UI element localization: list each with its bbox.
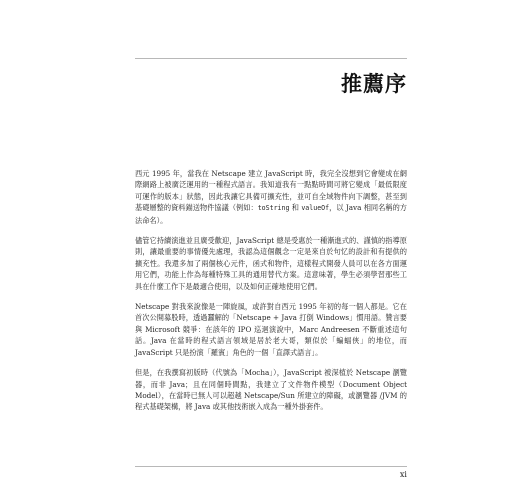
- paragraph-1-text-c: ，以 Java 相同名稱的方法命名）。: [135, 203, 407, 225]
- paragraph-3: Netscape 對我來說像是一陣旋風，或許對自西元 1995 年初的每一個人都是。它在首次公開募股時，透過蠶解的「Netscape + Java 打倒 Windows」慣用語。贊言要與 Microsoft 競爭：在該年的 IPO 巡迴演說中，Marc Andreesen 不斷重述這句話。Java 在當時的程式語言領域是居於老大哥，類似於「蝙蝠俠」的地位，而 JavaScript 只是扮演「羅賓」角色的一個「直譯式語言」。: [135, 302, 407, 357]
- code-valueof: valueOf: [301, 204, 330, 213]
- paragraph-4: 但是，在我撰寫初版時（代號為「Mocha」），JavaScript 被深植於 Netscape 瀏覽器，而非 Java；且在同個時間點，我建立了文件物件模型（Document Object Model），在當時已無人可以超越 Netscape/Sun 所建立的障礙，或瀏覽器 /JVM 的程式基礎架構，將 Java 或其他技術嵌入成為一種外掛套件。: [135, 368, 407, 412]
- paragraph-1: [135, 168, 407, 226]
- paragraph-1-text-b: 和: [289, 203, 302, 213]
- page-number: xi: [399, 470, 407, 479]
- top-rule: [135, 58, 407, 59]
- chapter-title: 推薦序: [341, 72, 407, 96]
- paragraph-2: 儘管它持續演進並且廣受歡迎，JavaScript 總是受惠於一種漸進式的、謹慎的指導原則，讓最重要的事情優先處理，我認為這個觀念一定是來自於句忆的設計和有提供的擴充性。我還多加了兩個核心元件，函式和物件，這樣程式開發人員可以在各方面運用它們，功能上作為每種特殊工具的通用替代方案。這意味著，學生必須學習那些工具在什麼工作下是最適合使用，以及如何正確地使用它們。: [135, 236, 407, 291]
- paragraph-1-text-a: 西元 1995 年，當我在 Netscape 建立 JavaScript 時，我完全沒想到它會變成在網際網路上被廣泛運用的一種程式語言。我知道我有一點點時間可將它變成「最低限度可運作的版本」狀態，因此我讓它具備可擴充性，並可自全域物件向下調整，甚至到基礎層整的資料錨送物件協議（例如：: [135, 169, 407, 213]
- foreword-body: [135, 168, 407, 422]
- code-tostring: toString: [257, 204, 290, 213]
- bottom-rule: [135, 466, 407, 467]
